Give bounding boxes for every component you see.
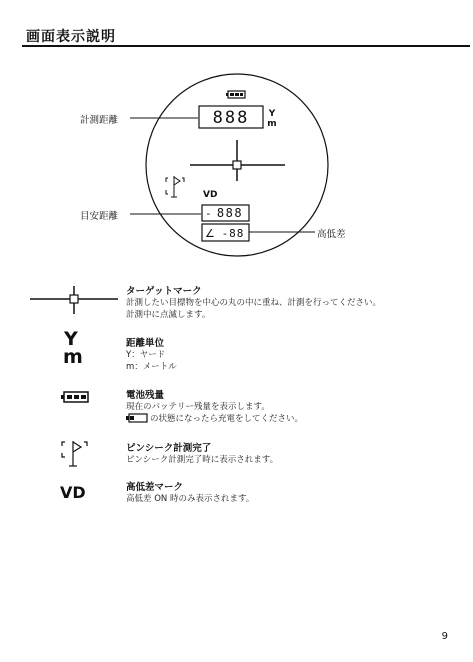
display-diagram bbox=[0, 0, 473, 280]
guide-readout: 888 bbox=[216, 206, 244, 220]
distance-readout: 888 bbox=[212, 108, 250, 128]
page-number: 9 bbox=[441, 631, 448, 642]
battery-icon bbox=[60, 390, 90, 404]
label-measure-distance: 計測距離 bbox=[80, 115, 119, 126]
pinseek-icon bbox=[60, 440, 90, 468]
unit-meter: m bbox=[267, 119, 277, 129]
item-title-vd: 高低差マーク bbox=[126, 482, 184, 493]
unit-yard: Y bbox=[268, 109, 276, 119]
target-mark-icon bbox=[28, 286, 120, 316]
unit-y-icon: Y bbox=[64, 328, 78, 350]
page-title: 画面表示説明 bbox=[26, 29, 116, 45]
item-title-unit: 距離単位 bbox=[126, 338, 165, 349]
item-desc: 高低差 ON 時のみ表示されます。 bbox=[126, 494, 255, 504]
item-desc: 計測中に点滅します。 bbox=[126, 310, 211, 320]
item-desc: の状態になったら充電をしてください。 bbox=[150, 414, 304, 424]
vd-icon: VD bbox=[60, 483, 86, 502]
unit-m-icon: m bbox=[63, 346, 83, 368]
label-height-diff: 高低差 bbox=[317, 229, 346, 240]
item-title-battery: 電池残量 bbox=[126, 390, 165, 401]
target-crosshair bbox=[190, 140, 285, 181]
item-title-pinseek: ピンシーク計測完了 bbox=[126, 443, 212, 454]
item-desc: ピンシーク計測完了時に表示されます。 bbox=[126, 455, 279, 465]
pinseek-flag-icon bbox=[166, 176, 184, 197]
battery-icon-small bbox=[226, 91, 245, 98]
item-desc: 計測したい目標物を中心の丸の中に重ね、計測を行ってください。 bbox=[126, 298, 382, 308]
guide-prefix: - bbox=[205, 207, 212, 220]
angle-symbol: ∠ bbox=[205, 227, 215, 240]
battery-low-icon bbox=[126, 413, 148, 423]
angle-readout: -88 bbox=[221, 227, 245, 240]
vd-label: VD bbox=[203, 190, 218, 200]
item-desc: m：メートル bbox=[126, 362, 177, 372]
item-desc: 現在のバッテリー残量を表示します。 bbox=[126, 402, 270, 412]
item-title-target: ターゲットマーク bbox=[126, 286, 202, 297]
item-desc: Y：ヤード bbox=[126, 350, 166, 360]
label-guide-distance: 目安距離 bbox=[80, 211, 119, 222]
